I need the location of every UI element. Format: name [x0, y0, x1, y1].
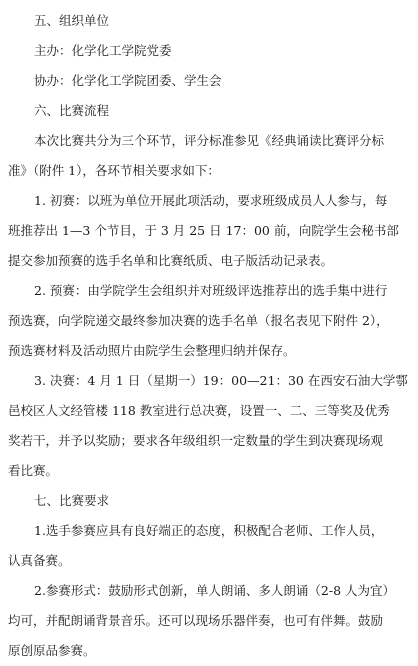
section6-heading: 六、比赛流程: [34, 103, 110, 118]
req2-line-3: 原创原品参赛。: [8, 643, 96, 658]
stage3-line-3: 奖若干，并予以奖励；要求各年级组织一定数量的学生到决赛现场观: [8, 433, 384, 448]
stage3-line-2: 邑校区人文经管楼 118 教室进行总决赛，设置一、二、三等奖及优秀: [8, 403, 390, 418]
intro-line-1: 本次比赛共分为三个环节，评分标准参见《经典诵读比赛评分标: [34, 133, 385, 148]
stage2-line-2: 预选赛，向学院递交最终参加决赛的选手名单（报名表见下附件 2），: [8, 313, 389, 328]
section5-heading: 五、组织单位: [34, 13, 110, 28]
req2-line-1: 2.参赛形式：鼓励形式创新，单人朗诵、多人朗诵（2-8 人为宜）: [34, 583, 396, 598]
stage3-line-4: 看比赛。: [8, 463, 59, 478]
stage1-line-3: 提交参加预赛的选手名单和比赛纸质、电子版活动记录表。: [8, 253, 334, 268]
intro-line-2: 准》（附件 1），各环节相关要求如下：: [8, 163, 220, 178]
stage2-line-1: 2. 预赛：由学院学生会组织并对班级评选推荐出的选手集中进行: [34, 283, 388, 298]
stage1-line-1: 1. 初赛：以班为单位开展此项活动，要求班级成员人人参与，每: [34, 193, 388, 208]
section7-heading: 七、比赛要求: [34, 493, 110, 508]
req2-line-2: 均可，并配朗诵背景音乐。还可以现场乐器伴奏，也可有伴舞。鼓励: [8, 613, 384, 628]
req1-line-1: 1.选手参赛应具有良好端正的态度，积极配合老师、工作人员，: [34, 523, 384, 538]
co-host-line: 协办：化学化工学院团委、学生会: [34, 73, 222, 88]
stage1-line-2: 班推荐出 1—3 个节目，于 3 月 25 日 17：00 前，向院学生会秘书部: [8, 223, 399, 238]
req1-line-2: 认真备赛。: [8, 553, 71, 568]
host-line: 主办：化学化工学院党委: [34, 43, 172, 58]
stage3-line-1: 3. 决赛：4 月 1 日（星期一）19：00—21：30 在西安石油大学鄠: [34, 373, 408, 388]
stage2-line-3: 预选赛材料及活动照片由院学生会整理归纳并保存。: [8, 343, 296, 358]
